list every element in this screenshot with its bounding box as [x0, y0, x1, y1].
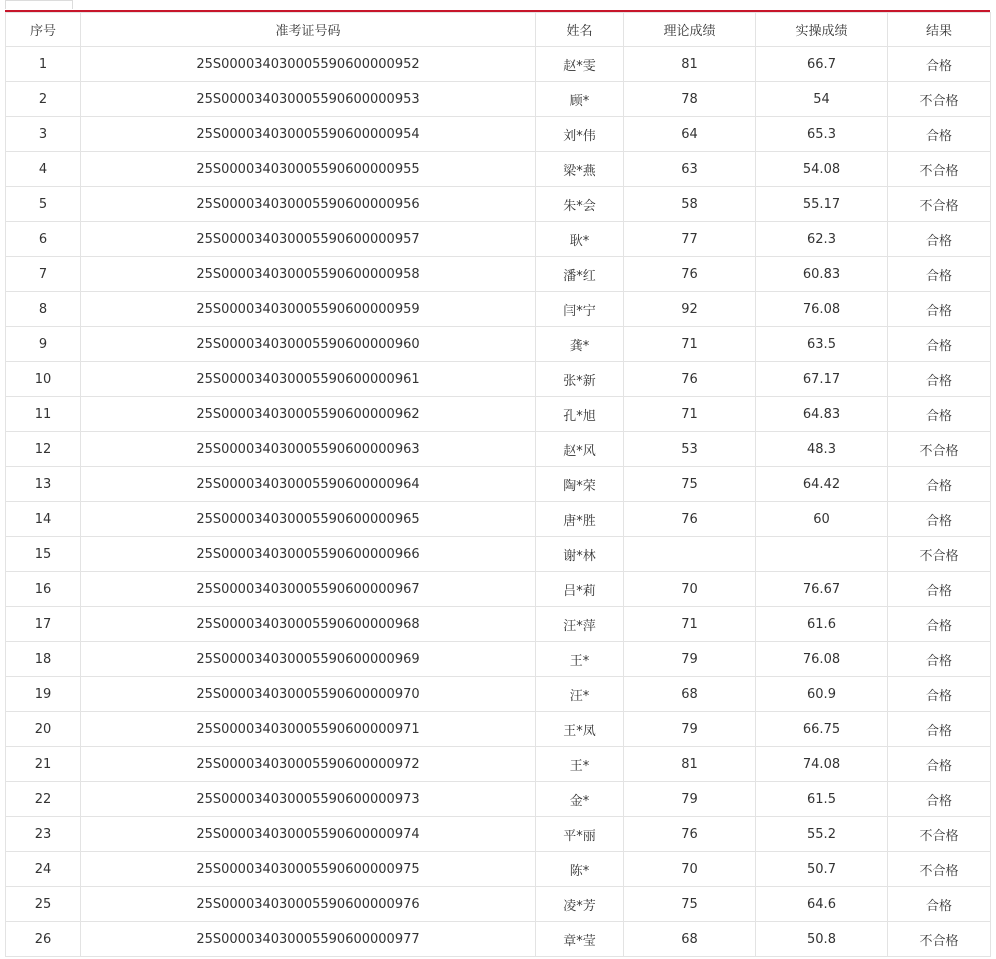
table-row — [6, 82, 991, 117]
table-row — [6, 222, 991, 257]
cell-theory-score: 76 — [624, 817, 756, 852]
cell-practical-score: 64.42 — [756, 467, 888, 502]
cell-result: 不合格 — [888, 537, 991, 572]
cell-name: 凌*芳 — [536, 887, 624, 922]
cell-theory-score: 76 — [624, 362, 756, 397]
header-result: 结果 — [888, 13, 991, 47]
cell-practical-score: 76.08 — [756, 642, 888, 677]
cell-practical-score: 60 — [756, 502, 888, 537]
table-row — [6, 397, 991, 432]
table-row — [6, 607, 991, 642]
cell-ticket-number: 25S000034030005590600000968 — [81, 607, 536, 642]
cell-result: 合格 — [888, 607, 991, 642]
cell-seq: 9 — [6, 327, 81, 362]
header-theory-score: 理论成绩 — [624, 13, 756, 47]
cell-seq: 17 — [6, 607, 81, 642]
cell-ticket-number: 25S000034030005590600000971 — [81, 712, 536, 747]
cell-name: 王* — [536, 747, 624, 782]
cell-result: 不合格 — [888, 922, 991, 957]
cell-seq: 16 — [6, 572, 81, 607]
header-row — [6, 13, 991, 47]
cell-practical-score: 76.08 — [756, 292, 888, 327]
cell-result: 合格 — [888, 257, 991, 292]
cell-theory-score: 79 — [624, 712, 756, 747]
table-row — [6, 677, 991, 712]
cell-theory-score: 68 — [624, 922, 756, 957]
cell-seq: 5 — [6, 187, 81, 222]
table-row — [6, 537, 991, 572]
cell-seq: 12 — [6, 432, 81, 467]
cell-ticket-number: 25S000034030005590600000953 — [81, 82, 536, 117]
cell-practical-score: 55.2 — [756, 817, 888, 852]
cell-theory-score: 58 — [624, 187, 756, 222]
cell-practical-score: 54 — [756, 82, 888, 117]
table-row — [6, 887, 991, 922]
cell-name: 吕*莉 — [536, 572, 624, 607]
cell-ticket-number: 25S000034030005590600000972 — [81, 747, 536, 782]
cell-name: 梁*燕 — [536, 152, 624, 187]
cell-name: 谢*林 — [536, 537, 624, 572]
cell-ticket-number: 25S000034030005590600000963 — [81, 432, 536, 467]
cell-name: 陈* — [536, 852, 624, 887]
cell-seq: 11 — [6, 397, 81, 432]
cell-theory-score: 81 — [624, 747, 756, 782]
table-row — [6, 852, 991, 887]
cell-practical-score: 62.3 — [756, 222, 888, 257]
cell-practical-score — [756, 537, 888, 572]
table-row — [6, 502, 991, 537]
cell-result: 合格 — [888, 47, 991, 82]
cell-result: 合格 — [888, 502, 991, 537]
cell-result: 合格 — [888, 887, 991, 922]
cell-name: 章*莹 — [536, 922, 624, 957]
cell-seq: 22 — [6, 782, 81, 817]
cell-name: 赵*雯 — [536, 47, 624, 82]
table-row — [6, 327, 991, 362]
header-name: 姓名 — [536, 13, 624, 47]
cell-seq: 8 — [6, 292, 81, 327]
cell-name: 龚* — [536, 327, 624, 362]
table-row — [6, 292, 991, 327]
cell-result: 合格 — [888, 572, 991, 607]
cell-theory-score: 78 — [624, 82, 756, 117]
cell-practical-score: 64.6 — [756, 887, 888, 922]
cell-seq: 1 — [6, 47, 81, 82]
cell-ticket-number: 25S000034030005590600000952 — [81, 47, 536, 82]
header-seq: 序号 — [6, 13, 81, 47]
cell-result: 合格 — [888, 677, 991, 712]
table-row — [6, 187, 991, 222]
table-row — [6, 747, 991, 782]
cell-name: 平*丽 — [536, 817, 624, 852]
cell-result: 合格 — [888, 747, 991, 782]
cell-practical-score: 74.08 — [756, 747, 888, 782]
cell-theory-score: 81 — [624, 47, 756, 82]
cell-practical-score: 55.17 — [756, 187, 888, 222]
table-row — [6, 922, 991, 957]
results-table — [5, 12, 991, 957]
table-row — [6, 47, 991, 82]
cell-seq: 24 — [6, 852, 81, 887]
cell-theory-score: 53 — [624, 432, 756, 467]
cell-name: 唐*胜 — [536, 502, 624, 537]
cell-ticket-number: 25S000034030005590600000959 — [81, 292, 536, 327]
cell-ticket-number: 25S000034030005590600000977 — [81, 922, 536, 957]
cell-result: 不合格 — [888, 432, 991, 467]
cell-practical-score: 61.6 — [756, 607, 888, 642]
table-row — [6, 712, 991, 747]
cell-theory-score: 63 — [624, 152, 756, 187]
cell-practical-score: 65.3 — [756, 117, 888, 152]
tab-stub[interactable] — [5, 0, 73, 9]
cell-practical-score: 60.83 — [756, 257, 888, 292]
header-ticket-number: 准考证号码 — [81, 13, 536, 47]
cell-ticket-number: 25S000034030005590600000964 — [81, 467, 536, 502]
table-row — [6, 257, 991, 292]
cell-theory-score: 75 — [624, 467, 756, 502]
cell-name: 赵*风 — [536, 432, 624, 467]
cell-name: 王* — [536, 642, 624, 677]
cell-theory-score: 70 — [624, 852, 756, 887]
cell-theory-score: 76 — [624, 502, 756, 537]
cell-ticket-number: 25S000034030005590600000976 — [81, 887, 536, 922]
cell-ticket-number: 25S000034030005590600000970 — [81, 677, 536, 712]
cell-theory-score: 79 — [624, 782, 756, 817]
cell-ticket-number: 25S000034030005590600000957 — [81, 222, 536, 257]
top-bar — [0, 0, 996, 10]
cell-theory-score: 71 — [624, 327, 756, 362]
cell-result: 不合格 — [888, 852, 991, 887]
cell-ticket-number: 25S000034030005590600000973 — [81, 782, 536, 817]
cell-ticket-number: 25S000034030005590600000966 — [81, 537, 536, 572]
cell-name: 陶*荣 — [536, 467, 624, 502]
cell-name: 汪*萍 — [536, 607, 624, 642]
cell-name: 潘*红 — [536, 257, 624, 292]
cell-seq: 10 — [6, 362, 81, 397]
table-row — [6, 117, 991, 152]
cell-seq: 18 — [6, 642, 81, 677]
cell-practical-score: 76.67 — [756, 572, 888, 607]
cell-seq: 13 — [6, 467, 81, 502]
cell-result: 合格 — [888, 327, 991, 362]
cell-seq: 3 — [6, 117, 81, 152]
cell-result: 合格 — [888, 292, 991, 327]
cell-ticket-number: 25S000034030005590600000954 — [81, 117, 536, 152]
cell-seq: 6 — [6, 222, 81, 257]
cell-ticket-number: 25S000034030005590600000960 — [81, 327, 536, 362]
cell-theory-score: 71 — [624, 397, 756, 432]
cell-practical-score: 60.9 — [756, 677, 888, 712]
cell-seq: 2 — [6, 82, 81, 117]
cell-result: 不合格 — [888, 187, 991, 222]
cell-practical-score: 50.8 — [756, 922, 888, 957]
cell-ticket-number: 25S000034030005590600000967 — [81, 572, 536, 607]
table-row — [6, 467, 991, 502]
cell-ticket-number: 25S000034030005590600000969 — [81, 642, 536, 677]
cell-practical-score: 63.5 — [756, 327, 888, 362]
cell-theory-score: 92 — [624, 292, 756, 327]
cell-theory-score — [624, 537, 756, 572]
cell-practical-score: 50.7 — [756, 852, 888, 887]
cell-result: 不合格 — [888, 152, 991, 187]
cell-result: 合格 — [888, 712, 991, 747]
cell-seq: 4 — [6, 152, 81, 187]
cell-theory-score: 76 — [624, 257, 756, 292]
cell-result: 合格 — [888, 117, 991, 152]
cell-name: 闫*宁 — [536, 292, 624, 327]
cell-theory-score: 75 — [624, 887, 756, 922]
cell-ticket-number: 25S000034030005590600000961 — [81, 362, 536, 397]
cell-practical-score: 61.5 — [756, 782, 888, 817]
cell-theory-score: 71 — [624, 607, 756, 642]
table-row — [6, 817, 991, 852]
cell-practical-score: 66.7 — [756, 47, 888, 82]
cell-name: 汪* — [536, 677, 624, 712]
table-row — [6, 782, 991, 817]
cell-result: 合格 — [888, 362, 991, 397]
cell-practical-score: 54.08 — [756, 152, 888, 187]
cell-theory-score: 68 — [624, 677, 756, 712]
cell-result: 不合格 — [888, 817, 991, 852]
cell-name: 王*凤 — [536, 712, 624, 747]
cell-ticket-number: 25S000034030005590600000974 — [81, 817, 536, 852]
cell-name: 顾* — [536, 82, 624, 117]
cell-ticket-number: 25S000034030005590600000958 — [81, 257, 536, 292]
cell-ticket-number: 25S000034030005590600000956 — [81, 187, 536, 222]
header-practical-score: 实操成绩 — [756, 13, 888, 47]
cell-seq: 20 — [6, 712, 81, 747]
cell-result: 合格 — [888, 222, 991, 257]
cell-name: 耿* — [536, 222, 624, 257]
cell-name: 孔*旭 — [536, 397, 624, 432]
table-row — [6, 642, 991, 677]
table-row — [6, 572, 991, 607]
cell-theory-score: 70 — [624, 572, 756, 607]
cell-name: 金* — [536, 782, 624, 817]
cell-practical-score: 67.17 — [756, 362, 888, 397]
cell-seq: 15 — [6, 537, 81, 572]
cell-result: 合格 — [888, 782, 991, 817]
cell-seq: 7 — [6, 257, 81, 292]
cell-result: 合格 — [888, 397, 991, 432]
cell-practical-score: 64.83 — [756, 397, 888, 432]
cell-practical-score: 48.3 — [756, 432, 888, 467]
cell-seq: 26 — [6, 922, 81, 957]
cell-seq: 21 — [6, 747, 81, 782]
cell-seq: 14 — [6, 502, 81, 537]
cell-theory-score: 79 — [624, 642, 756, 677]
cell-seq: 25 — [6, 887, 81, 922]
table-row — [6, 432, 991, 467]
cell-seq: 23 — [6, 817, 81, 852]
table-row — [6, 152, 991, 187]
cell-name: 刘*伟 — [536, 117, 624, 152]
cell-theory-score: 64 — [624, 117, 756, 152]
cell-result: 不合格 — [888, 82, 991, 117]
cell-ticket-number: 25S000034030005590600000975 — [81, 852, 536, 887]
cell-result: 合格 — [888, 642, 991, 677]
table-row — [6, 362, 991, 397]
cell-name: 张*新 — [536, 362, 624, 397]
cell-seq: 19 — [6, 677, 81, 712]
cell-practical-score: 66.75 — [756, 712, 888, 747]
cell-theory-score: 77 — [624, 222, 756, 257]
cell-ticket-number: 25S000034030005590600000965 — [81, 502, 536, 537]
cell-ticket-number: 25S000034030005590600000955 — [81, 152, 536, 187]
table-body — [6, 47, 991, 957]
cell-name: 朱*会 — [536, 187, 624, 222]
cell-ticket-number: 25S000034030005590600000962 — [81, 397, 536, 432]
cell-result: 合格 — [888, 467, 991, 502]
